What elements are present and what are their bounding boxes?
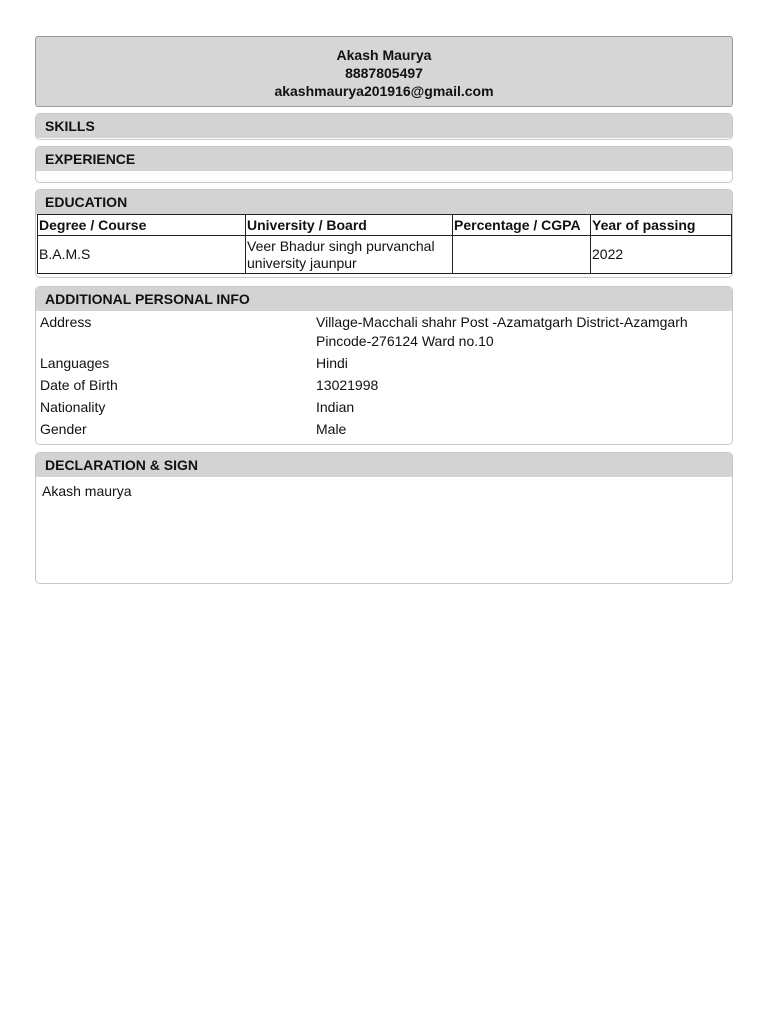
column-header-degree: Degree / Course: [38, 215, 246, 236]
info-row-nationality: [40, 398, 728, 417]
candidate-email: akashmaurya201916@gmail.com: [274, 83, 494, 99]
percentage-cell: [453, 236, 591, 274]
info-row-gender: [40, 420, 728, 439]
column-header-percentage: Percentage / CGPA: [453, 215, 591, 236]
info-label: Date of Birth: [40, 377, 118, 393]
personal-info-heading: ADDITIONAL PERSONAL INFO: [36, 287, 732, 311]
info-value: Male: [316, 421, 347, 437]
education-heading: EDUCATION: [36, 190, 732, 214]
info-label: Nationality: [40, 399, 106, 415]
year-cell: 2022: [591, 236, 732, 274]
candidate-name: Akash Maurya: [336, 47, 432, 63]
info-label: Languages: [40, 355, 110, 371]
info-label: Address: [40, 314, 92, 330]
degree-cell: B.A.M.S: [38, 236, 246, 274]
skills-section: [35, 113, 733, 140]
education-header-row: [38, 215, 732, 236]
experience-heading: EXPERIENCE: [36, 147, 732, 171]
declaration-heading: DECLARATION & SIGN: [36, 453, 732, 477]
table-row: [38, 236, 732, 274]
info-row-languages: [40, 354, 728, 373]
personal-info-list: [36, 311, 732, 439]
declaration-section: [35, 452, 733, 584]
personal-info-section: [35, 286, 733, 445]
info-value: Indian: [316, 399, 355, 415]
info-value: Village-Macchali shahr Post -Azamatgarh District-Azamgarh Pincode-276124 Ward no.10: [316, 314, 688, 349]
info-label: Gender: [40, 421, 87, 437]
info-row-address: [40, 313, 728, 351]
university-cell: Veer Bhadur singh purvanchal university jaunpur: [246, 236, 453, 274]
info-value: 13021998: [316, 377, 379, 393]
education-table: [37, 214, 732, 274]
candidate-phone: 8887805497: [345, 65, 423, 81]
education-section: [35, 189, 733, 278]
column-header-year: Year of passing: [591, 215, 732, 236]
resume-page: [35, 36, 733, 584]
experience-section: [35, 146, 733, 183]
declaration-sign: Akash maurya: [42, 483, 132, 499]
resume-header: [35, 36, 733, 107]
info-row-dob: [40, 376, 728, 395]
skills-heading: SKILLS: [36, 114, 732, 138]
column-header-university: University / Board: [246, 215, 453, 236]
info-value: Hindi: [316, 355, 348, 371]
